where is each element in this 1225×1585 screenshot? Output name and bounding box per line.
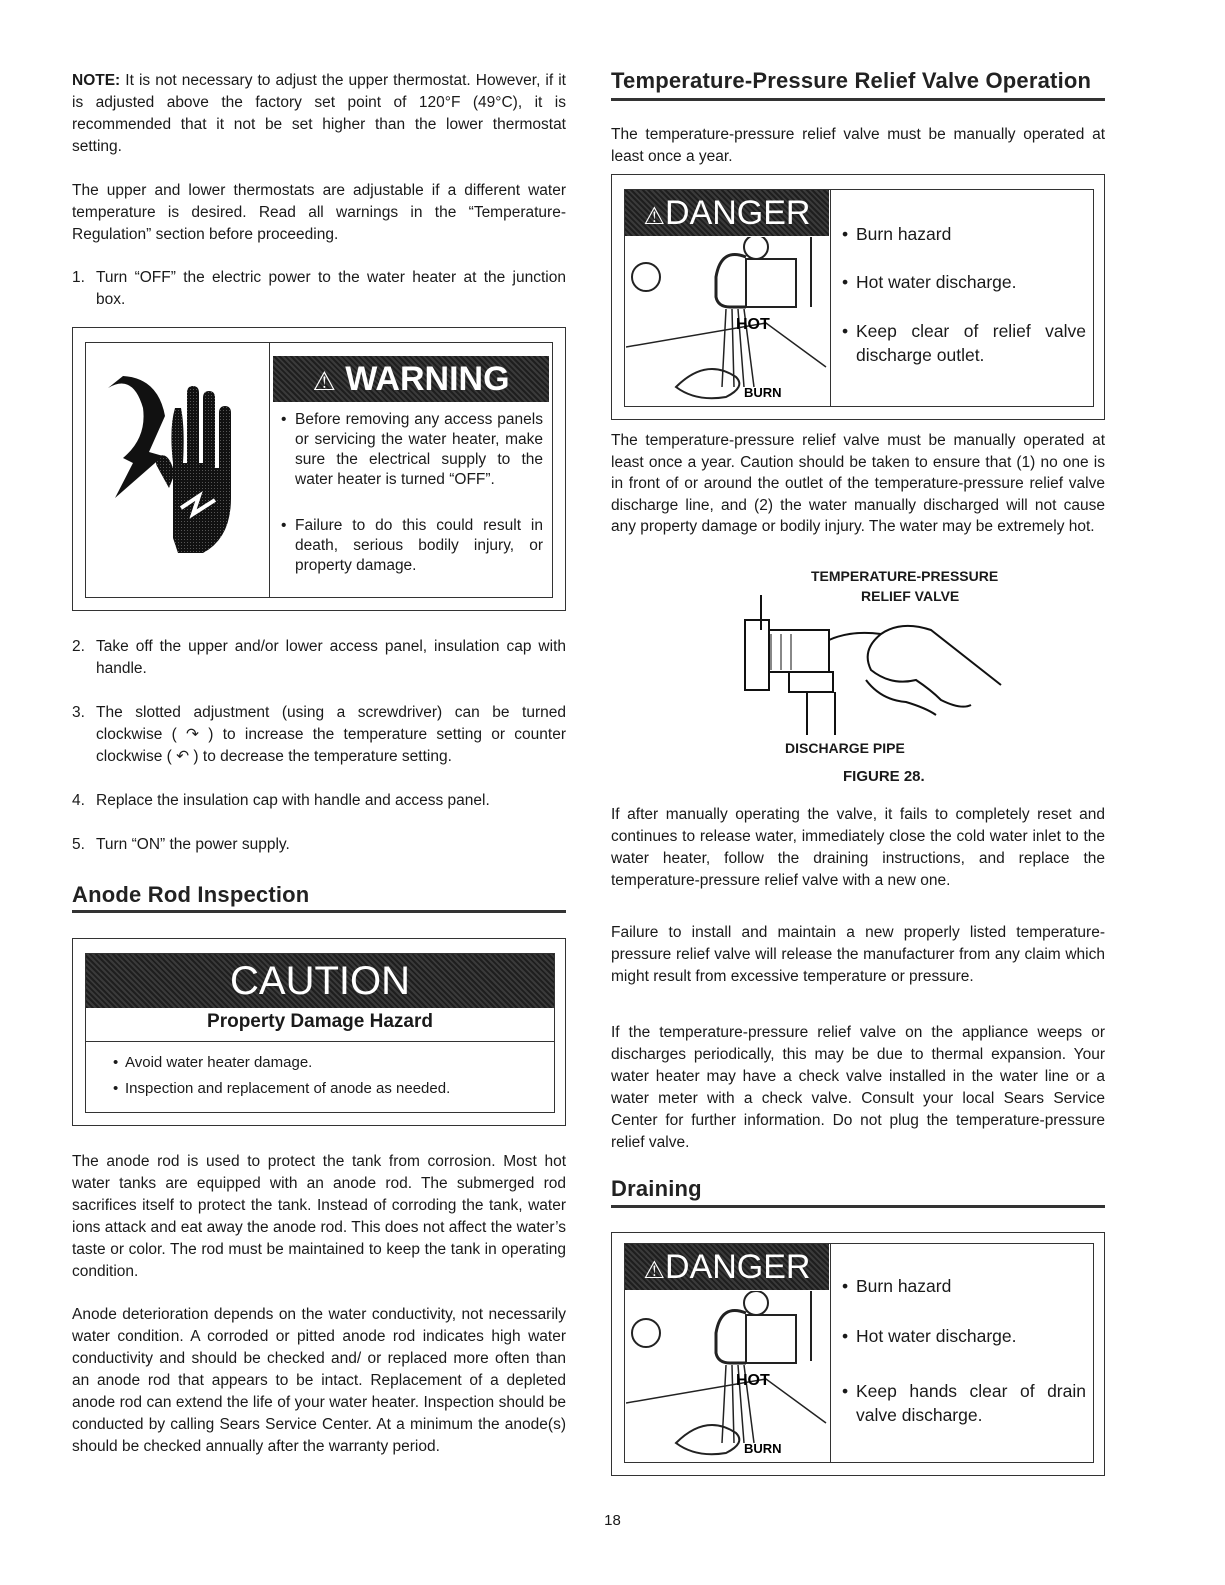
danger-banner <box>625 190 829 236</box>
warning-triangle-icon: ⚠ <box>312 366 336 396</box>
step-3-text <box>96 702 566 768</box>
danger-bullet-3 <box>842 1379 1086 1427</box>
bullet-dot: • <box>113 1054 119 1071</box>
caution-bullet-2-text: Inspection and replacement of anode as needed. <box>125 1080 451 1097</box>
caution-banner: CAUTION <box>86 954 554 1008</box>
danger-box-relief <box>611 174 1105 420</box>
danger-bullet-2-text: Hot water discharge. <box>856 1326 1017 1346</box>
page-number: 18 <box>604 1512 621 1529</box>
bullet-dot: • <box>281 411 287 428</box>
anode-paragraph-2: Anode deterioration depends on the water conductivity, not necessarily water condition. A corroded or pitted anode rod indicates high water conductivity and should be checked and/ or replaced more often than an anode rod that appears to be intact. Replacement of a depleted anode rod can extend the life of your water heater. Inspection should be conducted by calling Sears Service Center. At a minimum the anode(s) should be checked annually after the warranty period. <box>72 1306 566 1455</box>
danger-bullet-2-text: Hot water discharge. <box>856 272 1017 292</box>
step-2-text: Take off the upper and/or lower access panel, insulation cap with handle. <box>96 638 566 677</box>
step-3-part-b: ) to increase the temperature setting or counter clockwise ( <box>96 726 567 765</box>
note-text: It is not necessary to adjust the upper thermostat. However, if it is adjusted above the factory set point of 120°F (49°C), it is recommended that it not be set higher than the lower thermostat setting. <box>72 72 566 155</box>
bullet-dot: • <box>842 1326 849 1346</box>
tpr-paragraph: The temperature-pressure relief valve must be manually operated at least once a year. Caution should be taken to ensure that (1) no one is in front of or around the outlet of the temperature-pressure relief valve discharge line, and (2) the water manually discharged will not cause any property damage or bodily injury. The water may be extremely hot. <box>611 432 1105 535</box>
danger-bullet-1-text: Burn hazard <box>856 224 952 244</box>
hot-label: HOT <box>736 316 770 333</box>
hot-water-faucet-icon <box>626 237 828 405</box>
warning-bullet-1-text: Before removing any access panels or servicing the water heater, make sure the electrical supply to the water heater is turned “OFF”. <box>295 411 543 488</box>
caution-bullet-2 <box>113 1079 450 1099</box>
step-3-part-c: ) to decrease the temperature setting. <box>193 748 452 765</box>
anode-heading-rule <box>72 910 566 913</box>
figure-label-top-line-2: RELIEF VALVE <box>861 588 960 604</box>
draining-heading: Draining <box>611 1176 702 1201</box>
danger-bullet-2 <box>842 271 1094 293</box>
burn-label: BURN <box>744 385 782 400</box>
danger-banner <box>625 1244 829 1290</box>
warning-bullet-2 <box>281 516 543 576</box>
electric-shock-hand-icon <box>103 368 253 568</box>
figure-label-top-line-1: TEMPERATURE-PRESSURE <box>811 568 999 584</box>
warning-bullet-1 <box>281 410 543 490</box>
clockwise-arrow-icon: ↷ <box>186 726 200 743</box>
step-4-text: Replace the insulation cap with handle and access panel. <box>96 792 490 809</box>
caution-box <box>72 938 566 1126</box>
step-2-number: 2. <box>72 638 85 655</box>
danger-divider <box>830 189 831 407</box>
warning-title: WARNING <box>345 360 510 398</box>
bullet-dot: • <box>281 517 287 534</box>
danger-bullet-1 <box>842 1275 1094 1297</box>
adjustable-paragraph: The upper and lower thermostats are adjustable if a different water temperature is desired. Read all warnings in the “Temperature-Regulation” section before proceeding. <box>72 182 566 243</box>
danger-bullet-1-text: Burn hazard <box>856 1276 952 1296</box>
warning-box <box>72 327 566 611</box>
danger-bullet-2 <box>842 1325 1094 1347</box>
step-5-text: Turn “ON” the power supply. <box>96 836 290 853</box>
hot-label: HOT <box>736 1372 770 1389</box>
caution-bullet-1 <box>113 1053 312 1073</box>
step-3-number: 3. <box>72 704 85 721</box>
danger-title: DANGER <box>665 1248 811 1286</box>
reset-paragraph: If after manually operating the valve, it fails to completely reset and continues to release water, immediately close the cold water inlet to the water heater, follow the draining instructions, and replace the temperature-pressure relief valve with a new one. <box>611 806 1105 889</box>
danger-box-draining <box>611 1232 1105 1476</box>
warning-divider <box>269 342 270 598</box>
bullet-dot: • <box>842 321 849 341</box>
hot-water-faucet-icon <box>626 1291 828 1461</box>
relief-valve-figure <box>731 590 1011 740</box>
caution-bullet-1-text: Avoid water heater damage. <box>125 1054 313 1071</box>
warning-banner <box>273 356 549 402</box>
failure-paragraph: Failure to install and maintain a new properly listed temperature-pressure relief valve will release the manufacturer from any claim which might result from excessive temperature or pressure. <box>611 924 1105 985</box>
counter-clockwise-arrow-icon: ↶ <box>176 748 190 765</box>
caution-subtitle: Property Damage Hazard <box>207 1011 433 1032</box>
tpr-heading: Temperature-Pressure Relief Valve Operation <box>611 68 1092 93</box>
burn-label: BURN <box>744 1441 782 1456</box>
weeps-paragraph: If the temperature-pressure relief valve on the appliance weeps or discharges periodically, this may be due to thermal expansion. Your water heater may have a check valve installed in the water line or a water meter with a check valve. Consult your local Sears Service Center for further information. Do not plug the temperature-pressure relief valve. <box>611 1024 1105 1151</box>
anode-paragraph-1: The anode rod is used to protect the tank from corrosion. Most hot water tanks are equipped with an anode rod. The submerged rod sacrifices itself to protect the tank. Instead of corroding the tank, water ions attack and eat away the anode rod. This does not affect the water’s taste or color. The rod must be maintained to keep the tank in operating condition. <box>72 1153 566 1280</box>
danger-bullet-3-text: Keep hands clear of drain valve discharge. <box>856 1381 1086 1425</box>
danger-triangle-icon: ⚠ <box>643 1257 666 1284</box>
bullet-dot: • <box>842 1381 849 1401</box>
danger-title: DANGER <box>665 194 811 232</box>
bullet-dot: • <box>842 224 849 244</box>
bullet-dot: • <box>842 1276 849 1296</box>
bullet-dot: • <box>842 272 849 292</box>
caution-divider <box>86 1041 554 1042</box>
danger-triangle-icon: ⚠ <box>643 203 666 230</box>
bullet-dot: • <box>113 1080 119 1097</box>
note-paragraph <box>72 70 566 158</box>
danger-bullet-3-text: Keep clear of relief valve discharge outlet. <box>856 321 1086 365</box>
danger-divider <box>830 1243 831 1463</box>
step-3-part-a: The slotted adjustment (using a screwdriver) can be turned clockwise ( <box>96 704 566 743</box>
step-1-number: 1. <box>72 269 85 286</box>
figure-caption: FIGURE 28. <box>843 768 925 785</box>
danger-bullet-3 <box>842 319 1086 367</box>
anode-heading: Anode Rod Inspection <box>72 882 310 907</box>
figure-label-bottom: DISCHARGE PIPE <box>785 740 905 756</box>
tpr-intro: The temperature-pressure relief valve must be manually operated at least once a year. <box>611 126 1105 165</box>
step-4-number: 4. <box>72 792 85 809</box>
tpr-heading-rule <box>611 98 1105 101</box>
step-1-text: Turn “OFF” the electric power to the water heater at the junction box. <box>96 269 566 308</box>
draining-heading-rule <box>611 1205 1105 1208</box>
danger-bullet-1 <box>842 223 1094 245</box>
warning-bullet-2-text: Failure to do this could result in death, serious bodily injury, or property damage. <box>295 517 543 574</box>
step-5-number: 5. <box>72 836 85 853</box>
note-label: NOTE: <box>72 72 121 89</box>
